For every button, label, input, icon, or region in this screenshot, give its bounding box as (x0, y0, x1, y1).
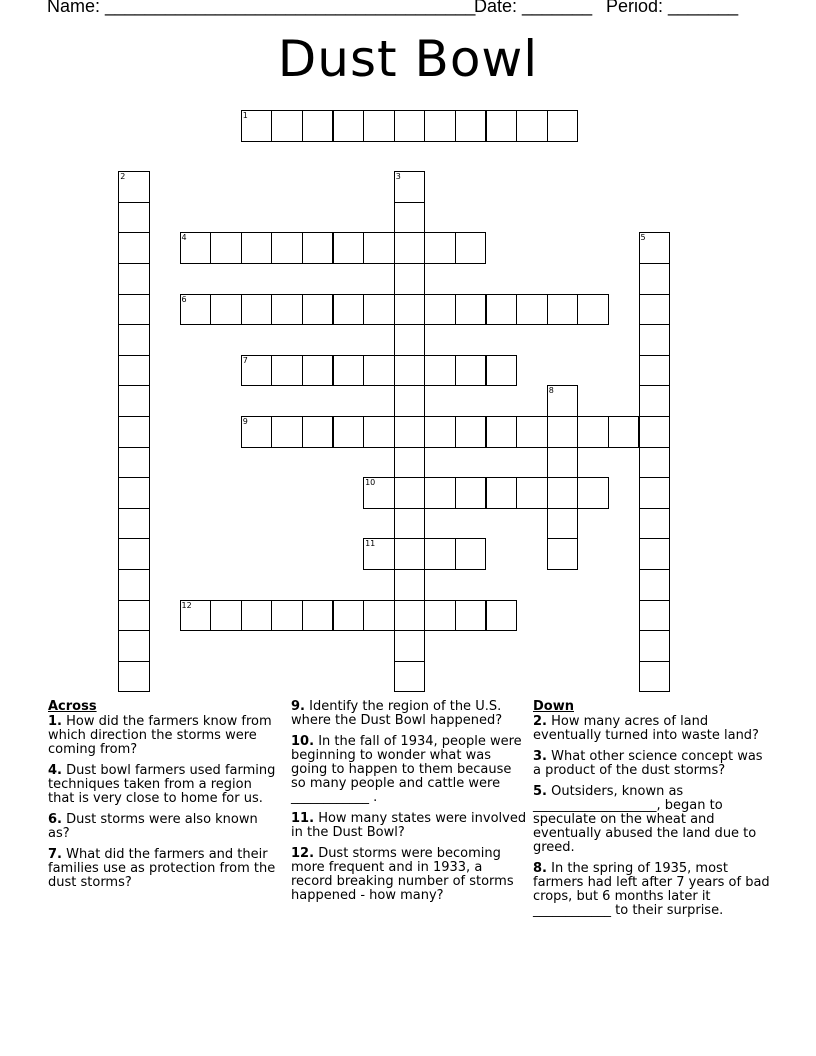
crossword-cell[interactable] (547, 508, 579, 540)
crossword-cell[interactable] (271, 110, 303, 142)
crossword-cell[interactable] (118, 263, 150, 295)
name-field-label: Name: _____________________________________ (47, 0, 476, 16)
clues-across-column-2 (291, 700, 527, 910)
cell-clue-number: 11 (365, 539, 376, 549)
crossword-cell[interactable] (333, 355, 365, 387)
crossword-cell[interactable] (210, 600, 242, 632)
crossword-cell[interactable] (271, 294, 303, 326)
crossword-cell[interactable] (394, 263, 426, 295)
crossword-cell[interactable] (547, 447, 579, 479)
crossword-cell[interactable] (424, 600, 456, 632)
crossword-cell[interactable] (486, 416, 518, 448)
clue-number: 8 (533, 861, 543, 876)
crossword-cell[interactable] (394, 447, 426, 479)
clue-text: What did the farmers and their families use as protection from the dust storms? (48, 847, 276, 890)
clue-number: 9 (291, 699, 301, 714)
cell-clue-number: 7 (242, 355, 248, 365)
clue-number: 4 (48, 763, 58, 778)
cell-clue-number: 1 (242, 111, 248, 120)
crossword-cell[interactable] (180, 232, 212, 264)
crossword-cell[interactable] (118, 385, 150, 417)
crossword-cell[interactable] (639, 661, 671, 693)
crossword-cell[interactable] (486, 600, 518, 632)
crossword-cell[interactable] (639, 569, 671, 601)
crossword-cell[interactable] (455, 232, 487, 264)
crossword-cell[interactable] (210, 232, 242, 264)
crossword-cell[interactable] (608, 416, 640, 448)
crossword-cell[interactable] (118, 294, 150, 326)
crossword-cell[interactable] (577, 294, 609, 326)
crossword-cell[interactable] (118, 477, 150, 509)
crossword-cell[interactable] (424, 538, 456, 570)
crossword-cell[interactable] (424, 416, 456, 448)
crossword-cell[interactable] (394, 294, 426, 326)
clue-number: 3 (533, 749, 543, 764)
crossword-cell[interactable] (639, 447, 671, 479)
crossword-cell[interactable] (639, 385, 671, 417)
crossword-cell[interactable] (547, 477, 579, 509)
crossword-cell[interactable] (455, 110, 487, 142)
clue-number: 2 (533, 714, 543, 729)
crossword-cell[interactable] (639, 416, 671, 448)
clue-text: In the spring of 1935, most farmers had left after 7 years of bad crops, but 6 months later it ____________ to their surprise. (533, 861, 770, 918)
crossword-cell[interactable] (302, 232, 334, 264)
crossword-cell[interactable] (516, 294, 548, 326)
clue-across-4: 4. Dust bowl farmers used farming techniques taken from a region that is very close to home for us. (48, 763, 276, 806)
clue-down-5: 5. Outsiders, known as ___________________, began to speculate on the wheat and eventually abused the land due to greed. (533, 784, 757, 855)
crossword-cell[interactable] (333, 600, 365, 632)
crossword-cell[interactable] (241, 110, 273, 142)
across-heading: Across (48, 699, 97, 714)
crossword-cell[interactable] (363, 294, 395, 326)
crossword-cell[interactable] (394, 385, 426, 417)
crossword-cell[interactable] (241, 294, 273, 326)
clue-text: How did the farmers know from which direction the storms were coming from? (48, 714, 272, 757)
crossword-cell[interactable] (547, 538, 579, 570)
cell-clue-number: 6 (181, 294, 187, 304)
clue-number: 1 (48, 714, 58, 729)
crossword-cell[interactable] (639, 294, 671, 326)
crossword-cell[interactable] (394, 171, 426, 203)
crossword-cell[interactable] (547, 385, 579, 417)
cell-clue-number: 3 (395, 172, 401, 182)
cell-clue-number: 5 (640, 233, 646, 243)
crossword-cell[interactable] (271, 355, 303, 387)
crossword-cell[interactable] (118, 600, 150, 632)
clue-number: 12 (291, 846, 310, 861)
clue-across-10: 10. In the fall of 1934, people were beginning to wonder what was going to happen to them because so many people and cattle were ____________ . (291, 734, 522, 805)
crossword-cell[interactable] (516, 416, 548, 448)
crossword-cell[interactable] (241, 416, 273, 448)
clue-number: 7 (48, 847, 58, 862)
crossword-cell[interactable] (424, 477, 456, 509)
crossword-cell[interactable] (118, 416, 150, 448)
clue-text: Dust storms were becoming more frequent and in 1933, a record breaking number of storms happened - how many? (291, 846, 514, 903)
crossword-cell[interactable] (577, 416, 609, 448)
clues-across-column-1 (48, 700, 278, 897)
crossword-cell[interactable] (639, 263, 671, 295)
crossword-cell[interactable] (363, 538, 395, 570)
crossword-cell[interactable] (424, 294, 456, 326)
crossword-cell[interactable] (455, 477, 487, 509)
crossword-cell[interactable] (424, 232, 456, 264)
crossword-cell[interactable] (455, 538, 487, 570)
crossword-cell[interactable] (486, 110, 518, 142)
crossword-cell[interactable] (394, 324, 426, 356)
crossword-cell[interactable] (547, 110, 579, 142)
crossword-cell[interactable] (271, 416, 303, 448)
crossword-cell[interactable] (547, 416, 579, 448)
crossword-cell[interactable] (363, 232, 395, 264)
clue-text: How many acres of land eventually turned into waste land? (533, 714, 759, 743)
crossword-cell[interactable] (302, 355, 334, 387)
crossword-cell[interactable] (118, 355, 150, 387)
crossword-cell[interactable] (118, 232, 150, 264)
cell-clue-number: 9 (242, 417, 248, 426)
crossword-cell[interactable] (118, 538, 150, 570)
down-heading: Down (533, 699, 574, 714)
crossword-cell[interactable] (394, 630, 426, 662)
crossword-cell[interactable] (302, 110, 334, 142)
clue-number: 5 (533, 784, 543, 799)
crossword-cell[interactable] (516, 110, 548, 142)
crossword-cell[interactable] (363, 600, 395, 632)
clue-text: Dust storms were also known as? (48, 812, 258, 841)
crossword-cell[interactable] (455, 355, 487, 387)
crossword-cell[interactable] (639, 477, 671, 509)
crossword-cell[interactable] (302, 600, 334, 632)
clue-text: What other science concept was a product of the dust storms? (533, 749, 763, 778)
crossword-cell[interactable] (639, 232, 671, 264)
crossword-cell[interactable] (394, 416, 426, 448)
crossword-cell[interactable] (394, 661, 426, 693)
crossword-cell[interactable] (241, 600, 273, 632)
clue-across-6: 6. Dust storms were also known as? (48, 812, 258, 841)
crossword-cell[interactable] (486, 477, 518, 509)
crossword-cell[interactable] (118, 324, 150, 356)
crossword-cell[interactable] (118, 569, 150, 601)
date-field-label: Date: _______ (474, 0, 593, 16)
crossword-cell[interactable] (241, 232, 273, 264)
crossword-cell[interactable] (271, 232, 303, 264)
crossword-cell[interactable] (394, 508, 426, 540)
crossword-cell[interactable] (241, 355, 273, 387)
clue-text: Outsiders, known as ___________________, began to speculate on the wheat and eventually abused the land due to greed. (533, 784, 757, 855)
crossword-cell[interactable] (363, 477, 395, 509)
cell-clue-number: 4 (181, 233, 187, 243)
crossword-cell[interactable] (424, 355, 456, 387)
crossword-cell[interactable] (424, 110, 456, 142)
crossword-cell[interactable] (455, 294, 487, 326)
clue-across-12: 12. Dust storms were becoming more frequent and in 1933, a record breaking number of storms happened - how many? (291, 846, 514, 903)
clue-number: 10 (291, 734, 310, 749)
clue-down-3: 3. What other science concept was a product of the dust storms? (533, 749, 763, 778)
crossword-cell[interactable] (333, 232, 365, 264)
crossword-cell[interactable] (363, 355, 395, 387)
crossword-cell[interactable] (394, 569, 426, 601)
crossword-cell[interactable] (363, 110, 395, 142)
cell-clue-number: 12 (181, 600, 192, 610)
crossword-cell[interactable] (639, 538, 671, 570)
crossword-cell[interactable] (333, 110, 365, 142)
crossword-cell[interactable] (302, 294, 334, 326)
crossword-cell[interactable] (639, 508, 671, 540)
clue-number: 11 (291, 811, 310, 826)
crossword-cell[interactable] (577, 477, 609, 509)
crossword-cell[interactable] (118, 202, 150, 234)
crossword-cell[interactable] (118, 447, 150, 479)
crossword-cell[interactable] (486, 355, 518, 387)
crossword-cell[interactable] (486, 294, 518, 326)
cell-clue-number: 10 (365, 478, 376, 488)
cell-clue-number: 2 (120, 172, 126, 182)
crossword-cell[interactable] (516, 477, 548, 509)
crossword-cell[interactable] (394, 110, 426, 142)
clue-across-1: 1. How did the farmers know from which direction the storms were coming from? (48, 714, 272, 757)
crossword-cell[interactable] (180, 600, 212, 632)
clue-text: In the fall of 1934, people were beginning to wonder what was going to happen to them because so many people and cattle were ____________ . (291, 734, 522, 805)
clue-down-8: 8. In the spring of 1935, most farmers had left after 7 years of bad crops, but 6 months later it ____________ to their surprise. (533, 861, 770, 918)
crossword-cell[interactable] (118, 630, 150, 662)
clue-number: 6 (48, 812, 58, 827)
crossword-cell[interactable] (639, 324, 671, 356)
page-title: Dust Bowl (277, 30, 539, 88)
crossword-cell[interactable] (302, 416, 334, 448)
crossword-cell[interactable] (455, 416, 487, 448)
clue-text: Dust bowl farmers used farming techniques taken from a region that is very close to home for us. (48, 763, 276, 806)
crossword-cell[interactable] (118, 508, 150, 540)
crossword-cell[interactable] (333, 294, 365, 326)
crossword-cell[interactable] (394, 202, 426, 234)
crossword-cell[interactable] (118, 171, 150, 203)
crossword-cell[interactable] (394, 477, 426, 509)
crossword-cell[interactable] (394, 538, 426, 570)
clue-text: Identify the region of the U.S. where the Dust Bowl happened? (291, 699, 503, 728)
cell-clue-number: 8 (548, 386, 554, 396)
crossword-cell[interactable] (394, 355, 426, 387)
period-field-label: Period: _______ (606, 0, 739, 16)
crossword-cell[interactable] (639, 600, 671, 632)
crossword-cell[interactable] (210, 294, 242, 326)
clue-across-9: 9. Identify the region of the U.S. where the Dust Bowl happened? (291, 699, 503, 728)
crossword-cell[interactable] (639, 630, 671, 662)
clue-across-11: 11. How many states were involved in the Dust Bowl? (291, 811, 527, 840)
clue-across-7: 7. What did the farmers and their families use as protection from the dust storms? (48, 847, 276, 890)
clue-text: How many states were involved in the Dust Bowl? (291, 811, 527, 840)
clues-down-column (533, 700, 773, 925)
crossword-cell[interactable] (547, 294, 579, 326)
crossword-cell[interactable] (639, 355, 671, 387)
crossword-cell[interactable] (333, 416, 365, 448)
crossword-cell[interactable] (394, 232, 426, 264)
crossword-cell[interactable] (118, 661, 150, 693)
crossword-cell[interactable] (455, 600, 487, 632)
crossword-cell[interactable] (271, 600, 303, 632)
crossword-cell[interactable] (363, 416, 395, 448)
clue-down-2: 2. How many acres of land eventually turned into waste land? (533, 714, 759, 743)
crossword-cell[interactable] (180, 294, 212, 326)
crossword-cell[interactable] (394, 600, 426, 632)
